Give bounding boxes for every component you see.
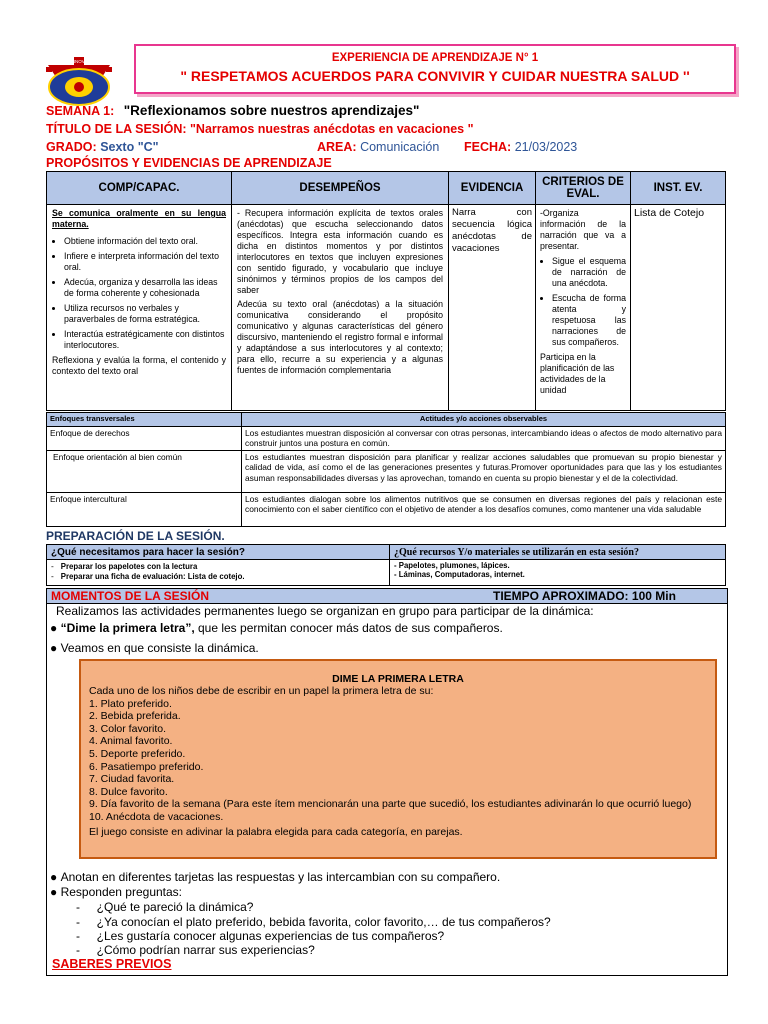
titulo-line <box>46 122 474 136</box>
semana-line <box>46 103 419 118</box>
bullet-4: ● Responden preguntas: <box>50 885 183 899</box>
enfoque-name: Enfoque orientación al bien común <box>47 450 242 492</box>
enfoque-desc: Los estudiantes muestran disposición al conversar con otras personas, intercambiando ideas o afectos de modo alternativo para construir juntos una postura en común. <box>242 426 726 450</box>
bullet-3: ● Anotan en diferentes tarjetas las respuestas y las intercambian con su compañero. <box>50 870 501 884</box>
semana-value: "Reflexionamos sobre nuestros aprendizajes" <box>123 103 420 118</box>
question-item: - ¿Ya conocían el plato preferido, bebida favorita, color favorito,… de tus compañeros? <box>76 915 551 929</box>
momentos-bar <box>46 588 728 604</box>
actitudes-header: Actitudes y/o acciones observables <box>242 413 726 427</box>
dinamica-outro: El juego consiste en adivinar la palabra elegida para cada categoría, en parejas. <box>89 825 463 838</box>
enfoque-name: Enfoque intercultural <box>47 492 242 526</box>
titulo-value: "Narramos nuestras anécdotas en vacaciones " <box>190 122 474 136</box>
question-item: - ¿Qué te pareció la dinámica? <box>76 900 254 914</box>
header-criterios: CRITERIOS DE EVAL. <box>536 172 631 205</box>
list-item: 9. Día favorito de la semana (Para este ítem mencionarán una parte que sucedió, los estudiantes adivinarán lo que ocurrió luego) <box>89 798 692 811</box>
grado-line <box>46 140 159 154</box>
grado-value: Sexto "C" <box>100 140 159 154</box>
bullet-icon: ● <box>50 885 58 899</box>
list-item: - Láminas, Computadoras, internet. <box>394 570 525 579</box>
header-box <box>134 44 736 94</box>
enfoque-desc: Los estudiantes dialogan sobre los alimentos nutritivos que se consumen en diversas regiones del país y relacionan este conocimiento con el saber científico con el objetivo de atender a los desafíos comunes, como mantener una vida saludable <box>242 492 726 526</box>
criterios-cell <box>536 205 631 411</box>
comp-cell <box>47 205 232 411</box>
list-item: - Preparar los papelotes con la lectura <box>51 561 198 571</box>
list-item: • Adecúa, organiza y desarrolla las ideas de forma coherente y cohesionada <box>64 277 226 299</box>
desempeno-2: Adecúa su texto oral (anécdotas) a la situación comunicativa considerando el propósito comunicativo y algunas características del género discursivo, manteniendo el registro formal e informal y adaptándose a sus interlocutores y al contexto; para ello, recurre a su experiencia y a algunas fuentes de información complementaria <box>237 299 443 375</box>
comp-list <box>52 236 226 351</box>
experience-number: EXPERIENCIA DE APRENDIZAJE N° 1 <box>331 52 539 64</box>
bullet-2: ● Veamos en que consiste la dinámica. <box>50 641 259 655</box>
list-item: • Infiere e interpreta información del texto oral. <box>64 251 226 273</box>
list-item: 1. Plato preferido. <box>89 697 172 710</box>
list-item: • Sigue el esquema de narración de una anécdota. <box>552 256 626 289</box>
bullet-icon: ● <box>50 621 58 635</box>
enfoques-header: Enfoques transversales <box>47 413 242 427</box>
header-inst: INST. EV. <box>631 172 726 205</box>
area-label: AREA: <box>317 140 357 154</box>
saberes-previos-title: SABERES PREVIOS <box>52 957 172 971</box>
fecha-label: FECHA: <box>464 140 512 154</box>
list-item: - Papelotes, plumones, lápices. <box>394 561 510 570</box>
criterio-1: -Organiza información de la narración que va a presentar. <box>540 208 626 251</box>
dinamica-title: DIME LA PRIMERA LETRA <box>332 673 464 685</box>
question-item: - ¿Les gustaría conocer algunas experiencias de tus compañeros? <box>76 929 445 943</box>
desempeno-1: - Recupera información explícita de textos orales (anécdotas) que escucha seleccionando datos específicos. Integra esta información cuando es dicha en distintos momentos y por distintos interlocutores en textos que incluyen expresiones con sentido figurado, y vocabulario que incluye sinónimos y términos propios de los campos del saber <box>237 208 443 295</box>
list-item: 4. Animal favorito. <box>89 735 173 748</box>
intro-text: Realizamos las actividades permanentes luego se organizan en grupo para participar de la dinámica: <box>56 604 594 618</box>
comp-title: Se comunica oralmente en su lengua materna. <box>52 208 226 229</box>
area-value: Comunicación <box>360 140 440 154</box>
list-item: • Escucha de forma atenta y respetuosa las narraciones de sus compañeros. <box>552 293 626 348</box>
list-item: • Interactúa estratégicamente con distintos interlocutores. <box>64 329 226 351</box>
grado-label: GRADO: <box>46 140 97 154</box>
preparacion-table <box>46 544 726 586</box>
header-comp: COMP/CAPAC. <box>47 172 232 205</box>
bullet-icon: ● <box>50 870 58 884</box>
dinamica-intro: Cada uno de los niños debe de escribir en un papel la primera letra de su: <box>89 685 434 697</box>
titulo-label: TÍTULO DE LA SESIÓN: <box>46 122 187 136</box>
list-item: 5. Deporte preferido. <box>89 747 186 760</box>
evidencia-text: Narra con secuencia lógica anécdotas de vacaciones <box>452 207 532 254</box>
list-item: - Preparar una ficha de evaluación: Lista de cotejo. <box>51 571 245 581</box>
svg-text:INNOVA: INNOVA <box>70 59 88 64</box>
experience-title: " RESPETAMOS ACUERDOS PARA CONVIVIR Y CUIDAR NUESTRA SALUD '' <box>180 68 690 84</box>
enfoque-desc: Los estudiantes muestran disposición para planificar y realizar acciones saludables que promuevan su propio bienestar y calidad de vida, así como el de las generaciones presentes y futuras.Promover oportunidades para que las y los estudiantes asuman responsabilidades diversas y las aprovechan, tomando en cuenta su propio bienestar y el de la colectividad. <box>242 450 726 492</box>
inst-cell <box>631 205 726 411</box>
momentos-title: MOMENTOS DE LA SESIÓN <box>51 589 210 603</box>
inst-text: Lista de Cotejo <box>634 207 705 219</box>
evidencia-cell <box>449 205 536 411</box>
resources-cell <box>390 560 726 586</box>
prep-question-2: ¿Qué recursos Y/o materiales se utilizarán en esta sesión? <box>390 545 726 560</box>
list-item: • Obtiene información del texto oral. <box>64 236 226 247</box>
comp-last: Reflexiona y evalúa la forma, el contenido y contexto del texto oral <box>52 355 226 376</box>
header-desempenos: DESEMPEÑOS <box>232 172 449 205</box>
semana-label: SEMANA 1: <box>46 104 115 118</box>
criterio-last: Participa en la planificación de las actividades de la unidad <box>540 352 615 395</box>
list-item: • Utiliza recursos no verbales y paraverbales de forma estratégica. <box>64 303 226 325</box>
desempenos-cell <box>232 205 449 411</box>
list-item: 10. Anécdota de vacaciones. <box>89 810 224 823</box>
question-item: - ¿Cómo podrían narrar sus experiencias? <box>76 943 315 957</box>
header-evidencia: EVIDENCIA <box>449 172 536 205</box>
bullet-1: ● “Dime la primera letra”, que les permitan conocer más datos de sus compañeros. <box>50 621 503 635</box>
list-item: 3. Color favorito. <box>89 722 167 735</box>
fecha-line <box>464 140 577 154</box>
criterios-list <box>540 256 626 348</box>
prep-question-1: ¿Qué necesitamos para hacer la sesión? <box>47 545 390 560</box>
tiempo-text: TIEMPO APROXIMADO: 100 Min <box>493 589 676 603</box>
enfoques-table <box>46 412 726 527</box>
list-item: 2. Bebida preferida. <box>89 710 181 723</box>
school-logo <box>44 57 114 107</box>
preparacion-title: PREPARACIÓN DE LA SESIÓN. <box>46 529 225 543</box>
propositos-title: PROPÓSITOS Y EVIDENCIAS DE APRENDIZAJE <box>46 156 332 170</box>
enfoque-name: Enfoque de derechos <box>47 426 242 450</box>
list-item: 6. Pasatiempo preferido. <box>89 760 204 773</box>
competencias-table <box>46 171 726 411</box>
fecha-value: 21/03/2023 <box>514 140 578 154</box>
bullet-icon: ● <box>50 641 58 655</box>
dinamica-box <box>79 659 717 859</box>
area-line <box>317 140 439 154</box>
list-item: 8. Dulce favorito. <box>89 785 168 798</box>
list-item: 7. Ciudad favorita. <box>89 773 175 786</box>
needs-cell <box>47 560 390 586</box>
